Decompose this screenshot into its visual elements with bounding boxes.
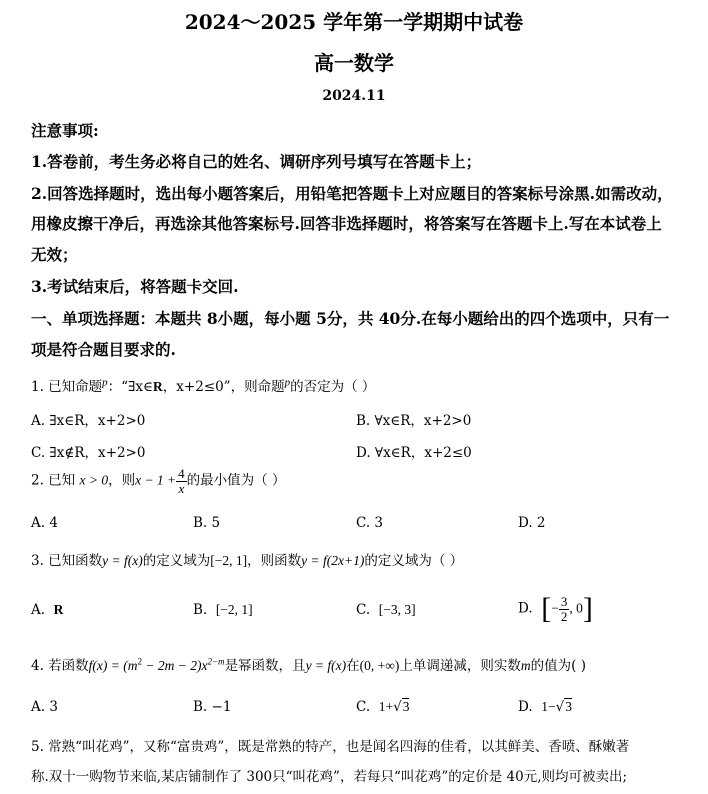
- q1-stem-c: ，x+2≤0”，则命题: [162, 379, 285, 395]
- q3-option-d: D. [− $\frac{3}{2}$ , 0]: [518, 592, 593, 625]
- note-2-line-3: 无效；: [31, 245, 78, 264]
- q1-stem-d: 的否定为（ ）: [290, 379, 376, 395]
- q4-interval: (0, +∞): [359, 658, 400, 673]
- q3-stem-b: 的定义域为: [142, 553, 211, 569]
- q4-exponent: 2−m: [207, 656, 225, 667]
- q3-stem-d: 的定义域为（ ）: [364, 553, 464, 569]
- q2-stem-b: ，则: [108, 472, 136, 489]
- q4-stem-a: 4. 若函数: [31, 658, 89, 674]
- q4-option-a: A. 3: [31, 699, 58, 715]
- q3-d-den: 2: [560, 608, 568, 624]
- q4-c-radicand: 3: [402, 699, 410, 714]
- q3-option-b: [193, 602, 253, 618]
- q3-b-label: B.: [193, 602, 208, 618]
- q2-stem-a: 2. 已知: [31, 472, 76, 489]
- q1-R: R: [153, 379, 163, 394]
- q3-a-label: A.: [31, 602, 46, 618]
- q2-option-d: D. 2: [518, 515, 546, 531]
- exam-date: 2024.11: [322, 88, 386, 104]
- q1-option-d: D. ∀x∈R，x+2≤0: [356, 445, 472, 461]
- q4-option-b: B. −1: [193, 699, 232, 715]
- q2-denominator: x: [178, 480, 185, 496]
- q4-stem-d: 上单调递减，则实数: [399, 658, 521, 674]
- q3-option-c: [356, 602, 416, 618]
- q1-p-2: p: [284, 376, 291, 389]
- q2-stem-c: 的最小值为（ ）: [186, 472, 286, 489]
- exam-title: 2024～2025 学年第一学期期中试卷: [184, 10, 524, 34]
- q3-domain: [−2, 1]: [210, 553, 248, 568]
- q4-stem-e: 的值为( ): [530, 658, 586, 674]
- q1-stem-b: ：“∃x∈: [107, 379, 154, 395]
- q4-square: 2: [137, 656, 143, 667]
- q4-mid: − 2m − 2)x: [142, 658, 208, 673]
- q3-d-minus: −: [551, 600, 559, 616]
- q4-d-pre: 1−: [541, 699, 556, 714]
- q4-stem-c: 在: [346, 658, 360, 674]
- q1-stem-a: 1. 已知命题: [31, 379, 103, 395]
- note-3: 3.考试结束后，将答题卡交回.: [31, 277, 239, 296]
- section-1-line-2: 项是符合题目要求的.: [31, 340, 176, 359]
- question-3-stem: [31, 549, 463, 569]
- q4-d-label: D.: [518, 699, 533, 715]
- q2-numerator: 4: [178, 466, 185, 481]
- q4-m: m: [520, 658, 531, 673]
- q3-a-value: R: [53, 602, 64, 617]
- q2-option-b: B. 5: [193, 515, 221, 531]
- q4-stem-b: 是幂函数，且: [224, 658, 306, 674]
- question-5-line-1: 5. 常熟“叫花鸡”，又称“富贵鸡”，既是常熟的特产，也是闻名四海的佳肴，以其鲜美、香喷、酥嫩著: [31, 739, 630, 755]
- q4-f2: y = f(x): [305, 658, 347, 673]
- q2-option-c: C. 3: [356, 515, 384, 531]
- notes-heading: 注意事项:: [31, 121, 99, 140]
- question-2-stem: [31, 467, 285, 495]
- q4-f: f(x) = (m: [88, 658, 138, 673]
- q1-option-c: C. ∃x∉R，x+2>0: [31, 445, 146, 461]
- q1-option-a: A. ∃x∈R，x+2>0: [31, 413, 146, 429]
- q3-f1: y = f(x): [102, 553, 143, 568]
- q3-d-post: , 0: [569, 600, 583, 616]
- q3-option-a: [31, 602, 63, 618]
- q2-option-a: A. 4: [31, 515, 58, 531]
- q4-option-d: D. 1−√3: [518, 699, 572, 715]
- q3-stem-c: ，则函数: [247, 553, 302, 569]
- q4-c-pre: 1+: [378, 699, 394, 714]
- q3-c-label: C.: [356, 602, 371, 618]
- question-5-line-2: 称.双十一购物节来临,某店铺制作了 300只“叫花鸡”，若每只“叫花鸡”的定价是 40元,则均可被卖出;: [31, 769, 628, 785]
- q2-cond: x > 0: [79, 472, 109, 488]
- q3-d-label: D.: [518, 600, 533, 617]
- question-4-stem: [31, 654, 586, 674]
- subject-title: 高一数学: [314, 51, 394, 75]
- question-1-stem: [31, 375, 375, 395]
- q3-f2: y = f(2x+1): [301, 553, 365, 568]
- section-1-line-1: 一、单项选择题：本题共 8小题，每小题 5分，共 40分.在每小题给出的四个选项中，只有一: [31, 309, 670, 328]
- q1-option-b: B. ∀x∈R，x+2>0: [356, 413, 472, 429]
- q1-p: p: [102, 376, 108, 389]
- q4-d-radicand: 3: [565, 699, 572, 714]
- note-2-line-1: 2.回答选择题时，选出每小题答案后，用铅笔把答题卡上对应题目的答案标号涂黑.如需改动，: [31, 184, 673, 203]
- q4-c-label: C.: [356, 699, 371, 715]
- note-1: 1.答卷前，考生务必将自己的姓名、调研序列号填写在答题卡上；: [31, 152, 482, 171]
- q4-option-c: C. 1+√3: [356, 699, 410, 715]
- q3-stem-a: 3. 已知函数: [31, 553, 103, 569]
- q2-expr: x − 1 +: [135, 472, 177, 488]
- note-2-line-2: 用橡皮擦干净后，再选涂其他答案标号.回答非选择题时，将答案写在答题卡上.写在本试卷上: [31, 214, 662, 233]
- q3-d-num: 3: [560, 593, 568, 609]
- q3-c-value: [−3, 3]: [378, 602, 416, 617]
- q3-b-value: [−2, 1]: [215, 602, 253, 617]
